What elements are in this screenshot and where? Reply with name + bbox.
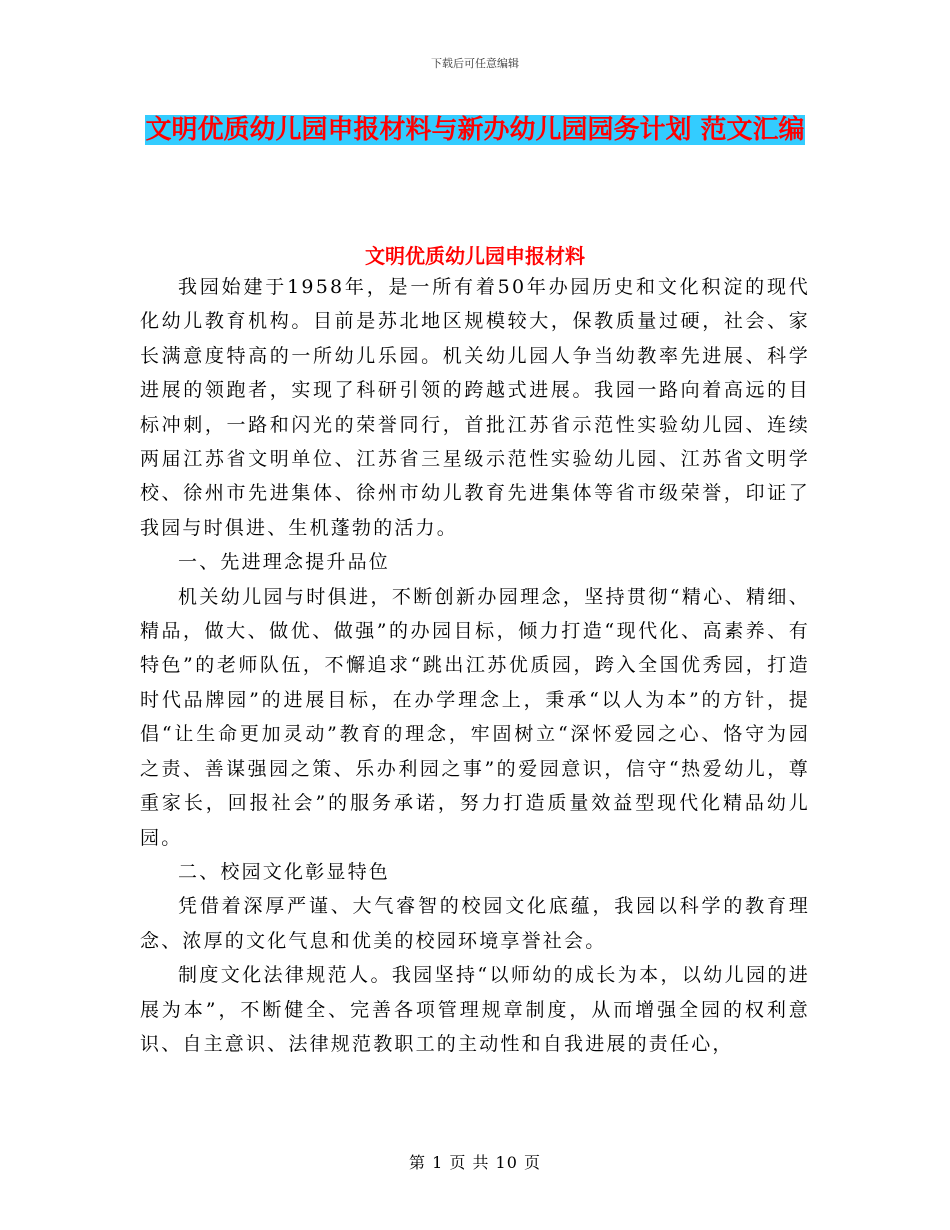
document-title-text: 文明优质幼儿园申报材料与新办幼儿园园务计划 范文汇编: [145, 115, 805, 145]
page-footer: 第 1 页 共 10 页: [409, 1153, 541, 1172]
paragraph-3: 制度文化法律规范人。我园坚持“以师幼的成长为本，以幼儿园的进展为本”，不断健全、完善各项管理规章制度，从而增强全园的权利意识、自主意识、法律规范教职工的主动性和自我进展的责任心，: [140, 964, 810, 1055]
document-body: [140, 270, 810, 1061]
paragraph-2: 凭借着深厚严谨、大气睿智的校园文化底蕴，我园以科学的教育理念、浓厚的文化气息和优美的校园环境享誉社会。: [140, 895, 810, 952]
paragraph-1: 机关幼儿园与时俱进，不断创新办园理念，坚持贯彻“精心、精细、精品，做大、做优、做强”的办园目标，倾力打造“现代化、高素养、有特色”的老师队伍，不懈追求“跳出江苏优质园，跨入全国优秀园，打造时代品牌园”的进展目标，在办学理念上，秉承“以人为本”的方针，提倡“让生命更加灵动”教育的理念，牢固树立“深怀爱园之心、恪守为园之责、善谋强园之策、乐办利园之事”的爱园意识，信守“热爱幼儿，尊重家长，回报社会”的服务承诺，努力打造质量效益型现代化精品幼儿园。: [140, 585, 810, 849]
section-title: 文明优质幼儿园申报材料: [365, 244, 585, 268]
heading-1: 一、先进理念提升品位: [178, 551, 391, 574]
document-title: [140, 108, 810, 152]
paragraph-intro: 我园始建于1958年，是一所有着50年办园历史和文化积淀的现代化幼儿教育机构。目前是苏北地区规模较大，保教质量过硬，社会、家长满意度特高的一所幼儿乐园。机关幼儿园人争当幼教率先进展、科学进展的领跑者，实现了科研引领的跨越式进展。我园一路向着高远的目标冲刺，一路和闪光的荣誉同行，首批江苏省示范性实验幼儿园、连续两届江苏省文明单位、江苏省三星级示范性实验幼儿园、江苏省文明学校、徐州市先进集体、徐州市幼儿教育先进集体等省市级荣誉，印证了我园与时俱进、生机蓬勃的活力。: [140, 276, 810, 539]
header-note: 下载后可任意编辑: [431, 57, 519, 70]
heading-2: 二、校园文化彰显特色: [178, 860, 391, 883]
